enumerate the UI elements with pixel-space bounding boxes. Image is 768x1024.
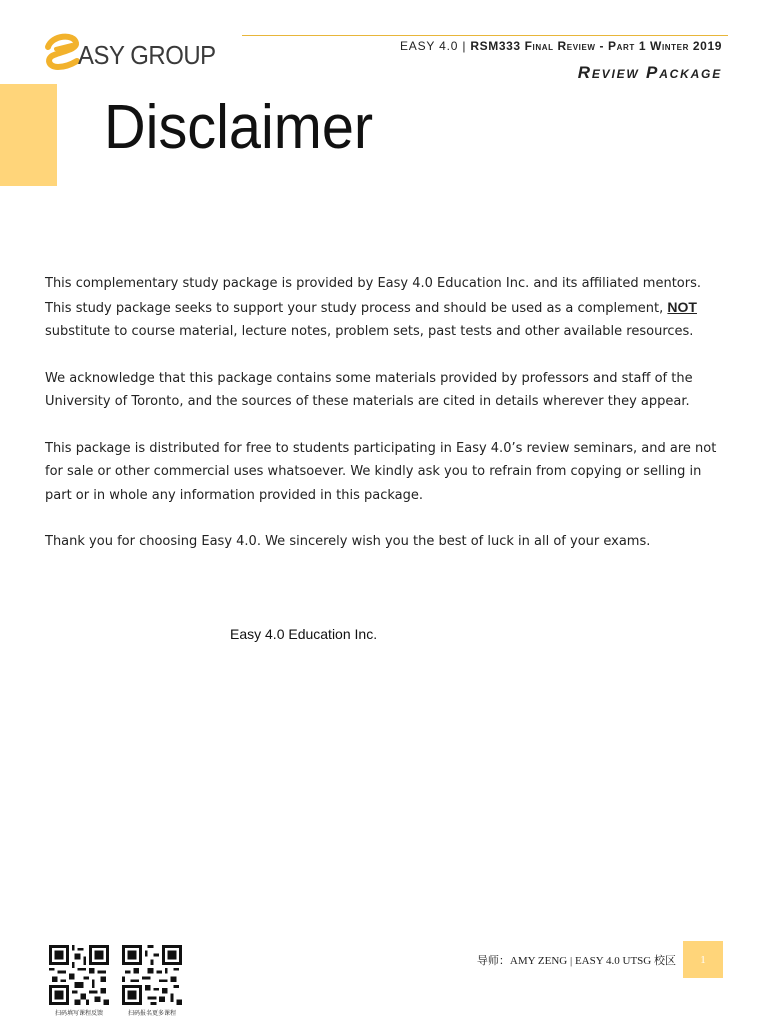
- signature: Easy 4.0 Education Inc.: [230, 626, 378, 642]
- easy-group-logo: [42, 28, 228, 76]
- header-divider: [242, 35, 728, 36]
- not-emphasis: NOT: [667, 298, 697, 315]
- header-review-package: Review Package: [577, 63, 722, 82]
- paragraph-4: Thank you for choosing Easy 4.0. We sincerely wish you the best of luck in all of your exams.: [45, 534, 651, 549]
- logo-text: ASY GROUP: [78, 39, 216, 70]
- disclaimer-body: [45, 272, 727, 577]
- paragraph-1: This complementary study package is provided by Easy 4.0 Education Inc. and its affiliated mentors. This study package seeks to support your study process and should be used as a complement, NOT substitute to course material, lecture notes, problem sets, past tests and other available resources.: [45, 276, 701, 339]
- title-accent-block: [0, 84, 57, 186]
- header-course-title: RSM333 Final Review - Part 1 Winter 2019: [470, 39, 722, 53]
- feedback-qr-code: [49, 945, 109, 1005]
- paragraph-2: We acknowledge that this package contains some materials provided by professors and staff of the University of Toronto, and the sources of these materials are cited in details wherever they appear.: [45, 370, 693, 409]
- qr-caption-register: 扫码报名更多课程: [127, 1010, 176, 1017]
- header-course-line: [400, 39, 722, 53]
- paragraph-3: This package is distributed for free to students participating in Easy 4.0’s review seminars, and are not for sale or other commercial uses whatsoever. We kindly ask you to refrain from copying or selling in part or in whole any information provided in this package.: [45, 440, 717, 503]
- footer-mentor-line: 导师：AMY ZENG | EASY 4.0 UTSG 校区: [476, 955, 676, 967]
- easy-logo-icon: [42, 31, 82, 73]
- qr-caption-feedback: 扫码填写课程反馈: [54, 1010, 103, 1017]
- page-number: 1: [683, 941, 723, 978]
- header-prefix: EASY 4.0 |: [399, 39, 471, 53]
- page-title: Disclaimer: [104, 93, 374, 162]
- register-qr-code: [122, 945, 182, 1005]
